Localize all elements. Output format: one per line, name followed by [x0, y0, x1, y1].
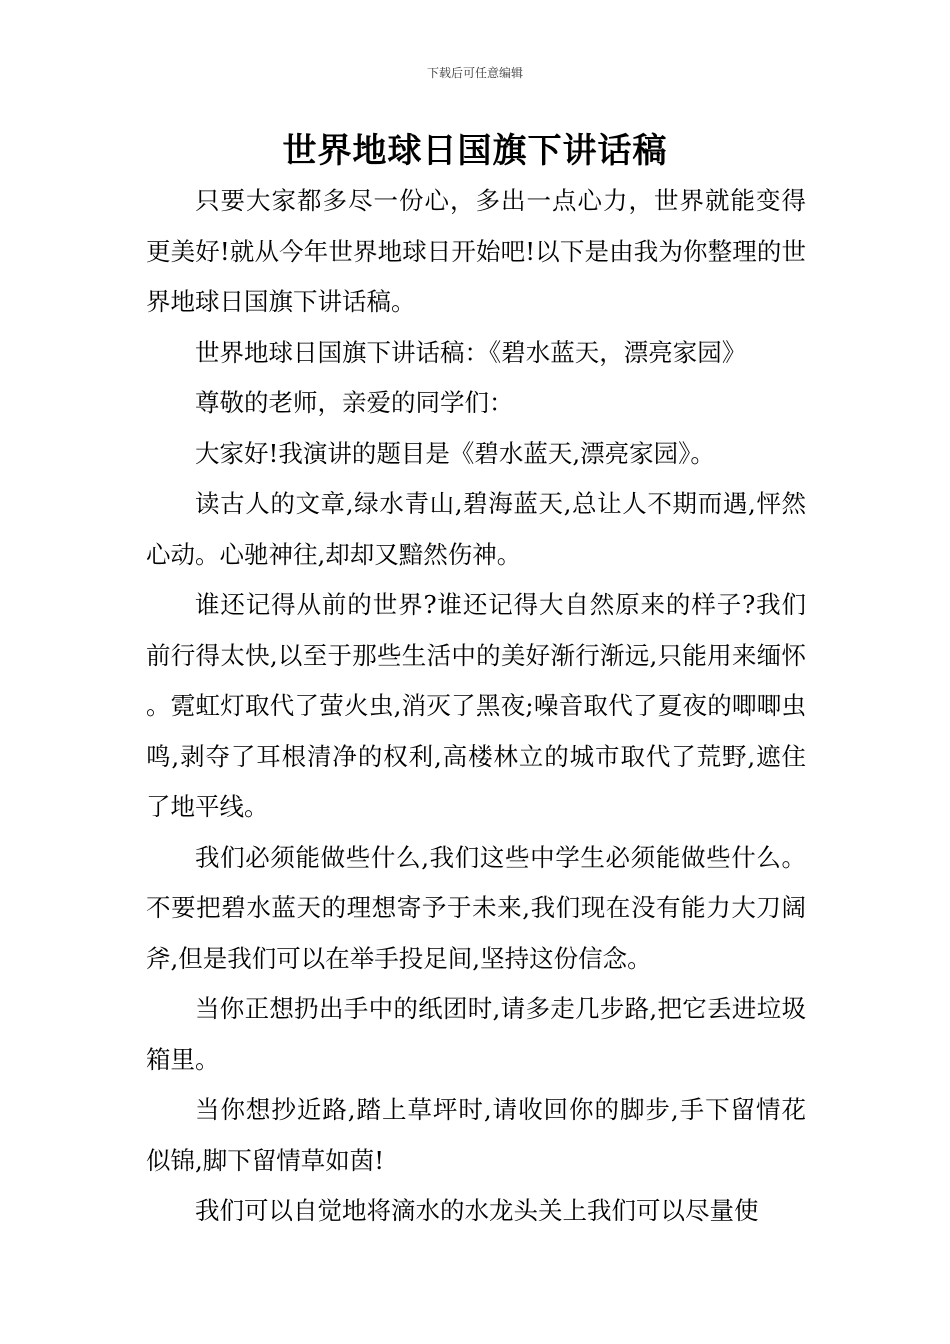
paragraph-action: 我们必须能做些什么,我们这些中学生必须能做些什么。不要把碧水蓝天的理想寄予于未来,我们现在没有能力大刀阔斧,但是我们可以在举手投足间,坚持这份信念。 [146, 842, 806, 973]
page-header-note: 下载后可任意编辑 [426, 66, 523, 80]
paragraph-salutation: 尊敬的老师，亲爱的同学们： [195, 388, 514, 417]
paragraph-water: 我们可以自觉地将滴水的水龙头关上我们可以尽量使 [195, 1196, 759, 1225]
paragraph-ancients: 读古人的文章,绿水青山,碧海蓝天,总让人不期而遇,怦然心动。心驰神往,却却又黯然伤神。 [146, 489, 806, 569]
paragraph-intro: 只要大家都多尽一份心，多出一点心力，世界就能变得更美好!就从今年世界地球日开始吧!以下是由我为你整理的世界地球日国旗下讲话稿。 [146, 186, 806, 316]
paragraph-memory: 谁还记得从前的世界?谁还记得大自然原来的样子?我们前行得太快,以至于那些生活中的美好渐行渐远,只能用来缅怀。霓虹灯取代了萤火虫,消灭了黑夜;噪音取代了夏夜的唧唧虫鸣,剥夺了耳根清净的权利,高楼林立的城市取代了荒野,遮住了地平线。 [146, 590, 806, 821]
paragraph-greeting: 大家好!我演讲的题目是《碧水蓝天,漂亮家园》。 [195, 438, 715, 468]
paragraph-lawn: 当你想抄近路,踏上草坪时,请收回你的脚步,手下留情花似锦,脚下留情草如茵! [146, 1095, 806, 1175]
document-title: 世界地球日国旗下讲话稿 [282, 131, 668, 171]
paragraph-litter: 当你正想扔出手中的纸团时,请多走几步路,把它丢进垃圾箱里。 [146, 994, 806, 1074]
paragraph-speech-heading: 世界地球日国旗下讲话稿：《碧水蓝天，漂亮家园》 [195, 337, 747, 367]
document-body [146, 176, 806, 1237]
